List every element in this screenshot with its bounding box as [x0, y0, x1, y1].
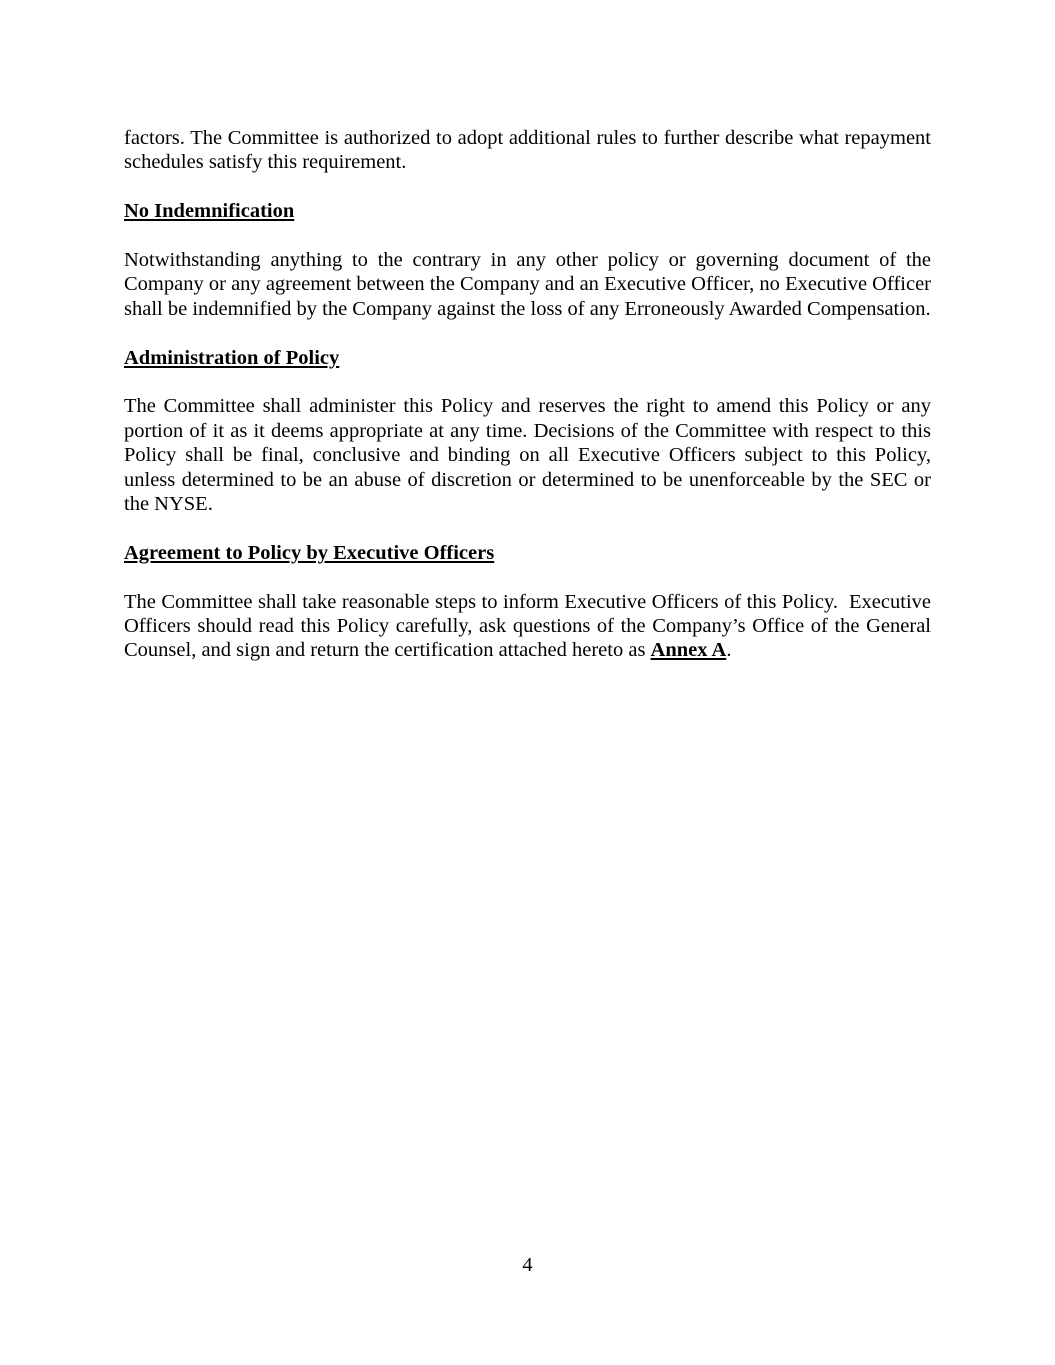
page-number: 4	[522, 1254, 533, 1276]
annex-a-reference: Annex A	[650, 639, 727, 662]
paragraph-agreement-text: The Committee shall take reasonable steps to inform Executive Officers of this Policy. Executive Officers should read this Policy carefully, ask questions of the Company’s Office of the General Counsel, and sign and return the certification attached hereto as	[124, 590, 931, 662]
paragraph-administration-of-policy: The Committee shall administer this Policy and reserves the right to amend this Policy or any portion of it as it deems appropriate at any time. Decisions of the Committee with respect to this Policy shall be final, conclusive and binding on all Executive Officers subject to this Policy, unless determined to be an abuse of discretion or determined to be unenforceable by the SEC or the NYSE.	[124, 395, 931, 516]
paragraph-agreement-to-policy	[124, 590, 931, 663]
paragraph-agreement-end: .	[726, 639, 732, 662]
paragraph-repayment-continuation: factors. The Committee is authorized to adopt additional rules to further describe what repayment schedules satisfy this requirement.	[124, 127, 931, 174]
page-content	[124, 126, 931, 687]
heading-no-indemnification: No Indemnification	[124, 200, 295, 223]
heading-administration-of-policy: Administration of Policy	[124, 346, 340, 369]
paragraph-no-indemnification: Notwithstanding anything to the contrary in any other policy or governing document of the Company or any agreement between the Company and an Executive Officer, no Executive Officer shall be indemnified by the Company against the loss of any Erroneously Awarded Compensation.	[124, 249, 931, 320]
heading-agreement-to-policy: Agreement to Policy by Executive Officers	[124, 541, 495, 564]
